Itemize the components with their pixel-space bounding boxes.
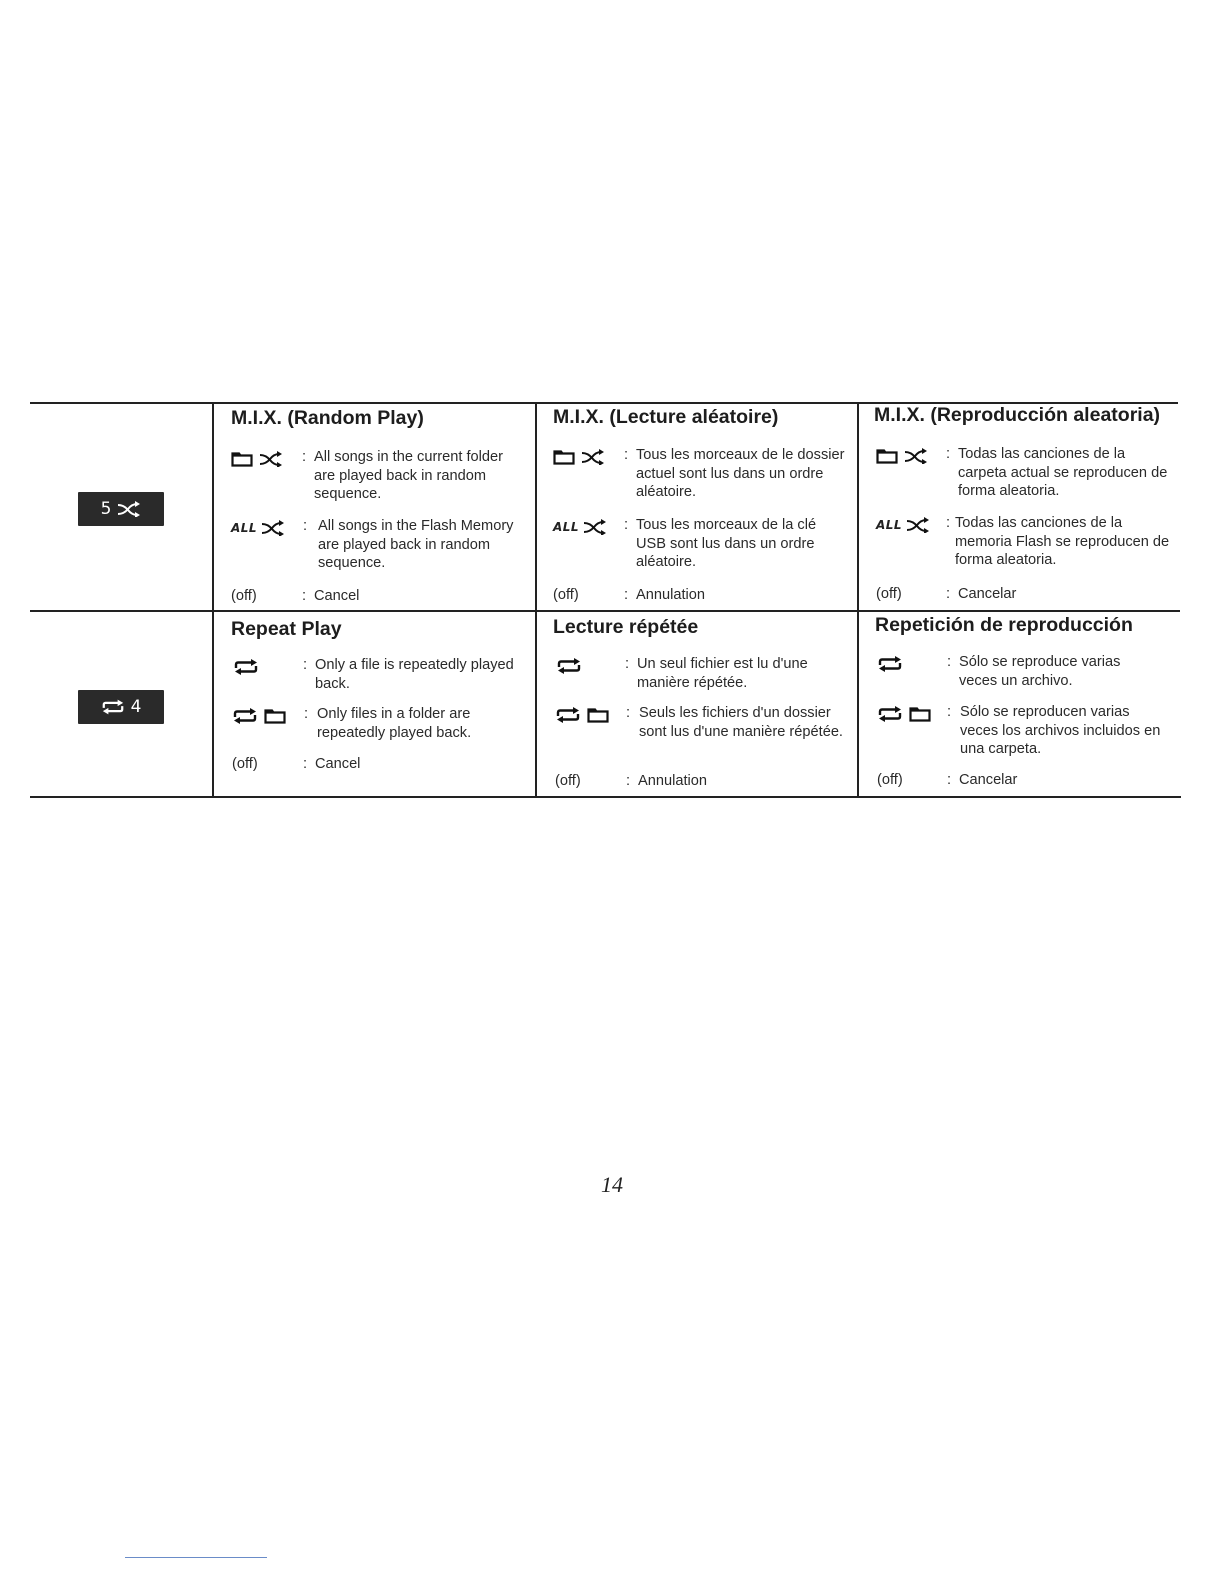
repeat-folder-icon [555,707,611,723]
repeat-folder-icon [232,708,288,724]
repeat-icon [101,699,125,715]
repeat-en-item-off-text: Cancel [315,756,361,772]
repeat-es-item-2-text: Sólo se reproducen varias veces los archivos incluidos en una carpeta. [960,704,1161,757]
off-key: (off) [555,773,581,789]
mix-en-item-1-text: All songs in the current folder are played back in random sequence. [314,449,504,502]
page-number: 14 [601,1172,623,1197]
all-shuffle-icon: ALL [876,516,930,535]
repeat-button[interactable] [78,690,164,724]
all-shuffle-icon: ALL [231,519,285,538]
repeat-one-icon [233,659,259,675]
repeat-en-title: Repeat Play [231,618,342,640]
repeat-one-icon [556,658,582,674]
repeat-es-item-1-text: Sólo se reproduce varias veces un archivo. [959,654,1121,689]
repeat-en-item-1-text: Only a file is repeatedly played back. [315,657,514,692]
off-key: (off) [232,756,258,772]
mix-fr-item-off-text: Annulation [636,587,705,603]
row-divider-rule [30,610,1180,612]
shuffle-icon [117,501,141,517]
folder-shuffle-icon [553,449,609,465]
column-divider-2 [535,402,537,798]
mix-es-title: M.I.X. (Reproducción aleatoria) [874,404,1161,426]
mix-button[interactable] [78,492,164,526]
all-shuffle-icon: ALL [553,518,607,537]
repeat-fr-item-1-text: Un seul fichier est lu d'une manière répétée. [637,656,808,691]
column-divider-3 [857,402,859,798]
mix-fr-item-2-text: Tous les morceaux de la clé USB sont lus dans un ordre aléatoire. [636,517,817,570]
column-divider-1 [212,402,214,798]
mix-es-item-1-text: Todas las canciones de la carpeta actual se reproducen de forma aleatoria. [958,446,1168,499]
off-key: (off) [877,772,903,788]
off-key: (off) [231,588,257,604]
repeat-folder-icon [877,706,933,722]
repeat-fr-title: Lecture répétée [553,616,699,638]
footer-rule [125,1557,267,1558]
repeat-en-item-2-text: Only files in a folder are repeatedly played back. [317,706,472,741]
mix-en-item-off-text: Cancel [314,588,360,604]
mix-es-item-2-text: Todas las canciones de la memoria Flash se reproducen de forma aleatoria. [955,515,1170,568]
mix-en-item-2-text: All songs in the Flash Memory are played back in random sequence. [318,518,514,571]
repeat-fr-item-2-text: Seuls les fichiers d'un dossier sont lus d'une manière répétée. [639,705,843,740]
repeat-button-label: 4 [130,697,142,717]
mix-button-label: 5 [100,499,112,519]
folder-shuffle-icon [231,451,287,467]
repeat-es-item-off-text: Cancelar [959,772,1018,788]
table-bottom-rule [30,796,1181,798]
repeat-fr-item-off-text: Annulation [638,773,707,789]
mix-es-item-off-text: Cancelar [958,586,1017,602]
repeat-es-title: Repetición de reproducción [875,614,1133,636]
off-key: (off) [553,587,579,603]
mix-en-title: M.I.X. (Random Play) [231,407,424,429]
folder-shuffle-icon [876,448,932,464]
repeat-one-icon [877,656,903,672]
mix-fr-title: M.I.X. (Lecture aléatoire) [553,406,779,428]
off-key: (off) [876,586,902,602]
mix-fr-item-1-text: Tous les morceaux de le dossier actuel sont lus dans un ordre aléatoire. [636,447,845,500]
